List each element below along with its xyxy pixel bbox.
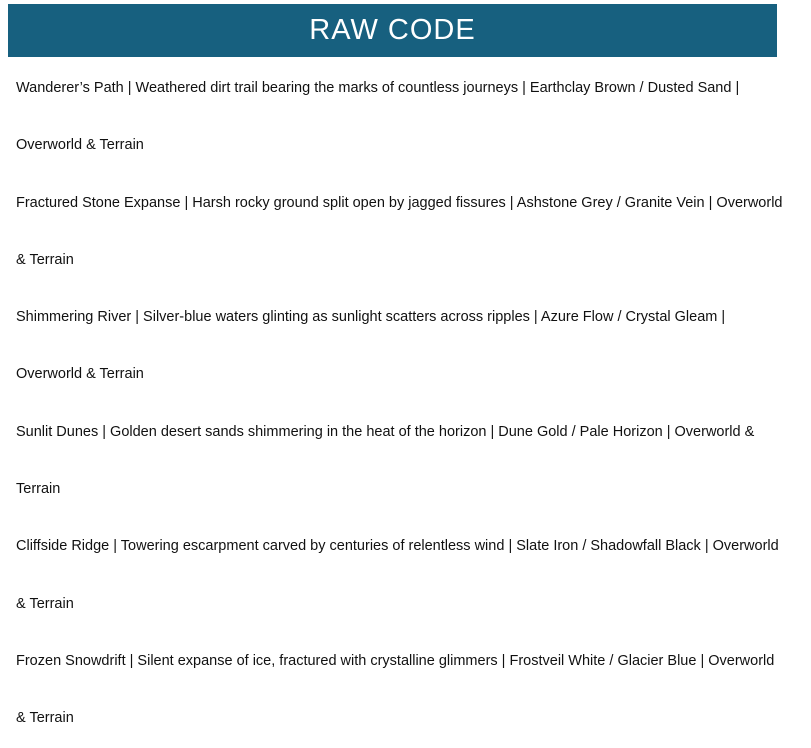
entry-sunlit-dunes: Sunlit Dunes | Golden desert sands shimmering in the heat of the horizon | Dune Gold / Pale Horizon | Overworld & Terrain <box>16 423 755 498</box>
page-title: RAW CODE <box>309 14 476 46</box>
header-bar <box>8 4 777 57</box>
entry-shimmering-river: Shimmering River | Silver-blue waters glinting as sunlight scatters across ripples | Azure Flow / Crystal Gleam | Overworld & Terrain <box>16 309 726 383</box>
entry-fractured-stone-expanse: Fractured Stone Expanse | Harsh rocky ground split open by jagged fissures | Ashstone Grey / Granite Vein | Overworld & Terrain <box>16 194 783 268</box>
entry-frozen-snowdrift: Frozen Snowdrift | Silent expanse of ice, fractured with crystalline glimmers | Frostveil White / Glacier Blue | Overworld & Terrain <box>16 652 775 727</box>
entry-wanderers-path: Wanderer’s Path | Weathered dirt trail bearing the marks of countless journeys | Earthclay Brown / Dusted Sand | Overworld & Terrain <box>16 80 740 154</box>
entry-list <box>16 60 786 748</box>
entry-cliffside-ridge: Cliffside Ridge | Towering escarpment carved by centuries of relentless wind | Slate Iron / Shadowfall Black | Overworld & Terrain <box>16 538 779 612</box>
